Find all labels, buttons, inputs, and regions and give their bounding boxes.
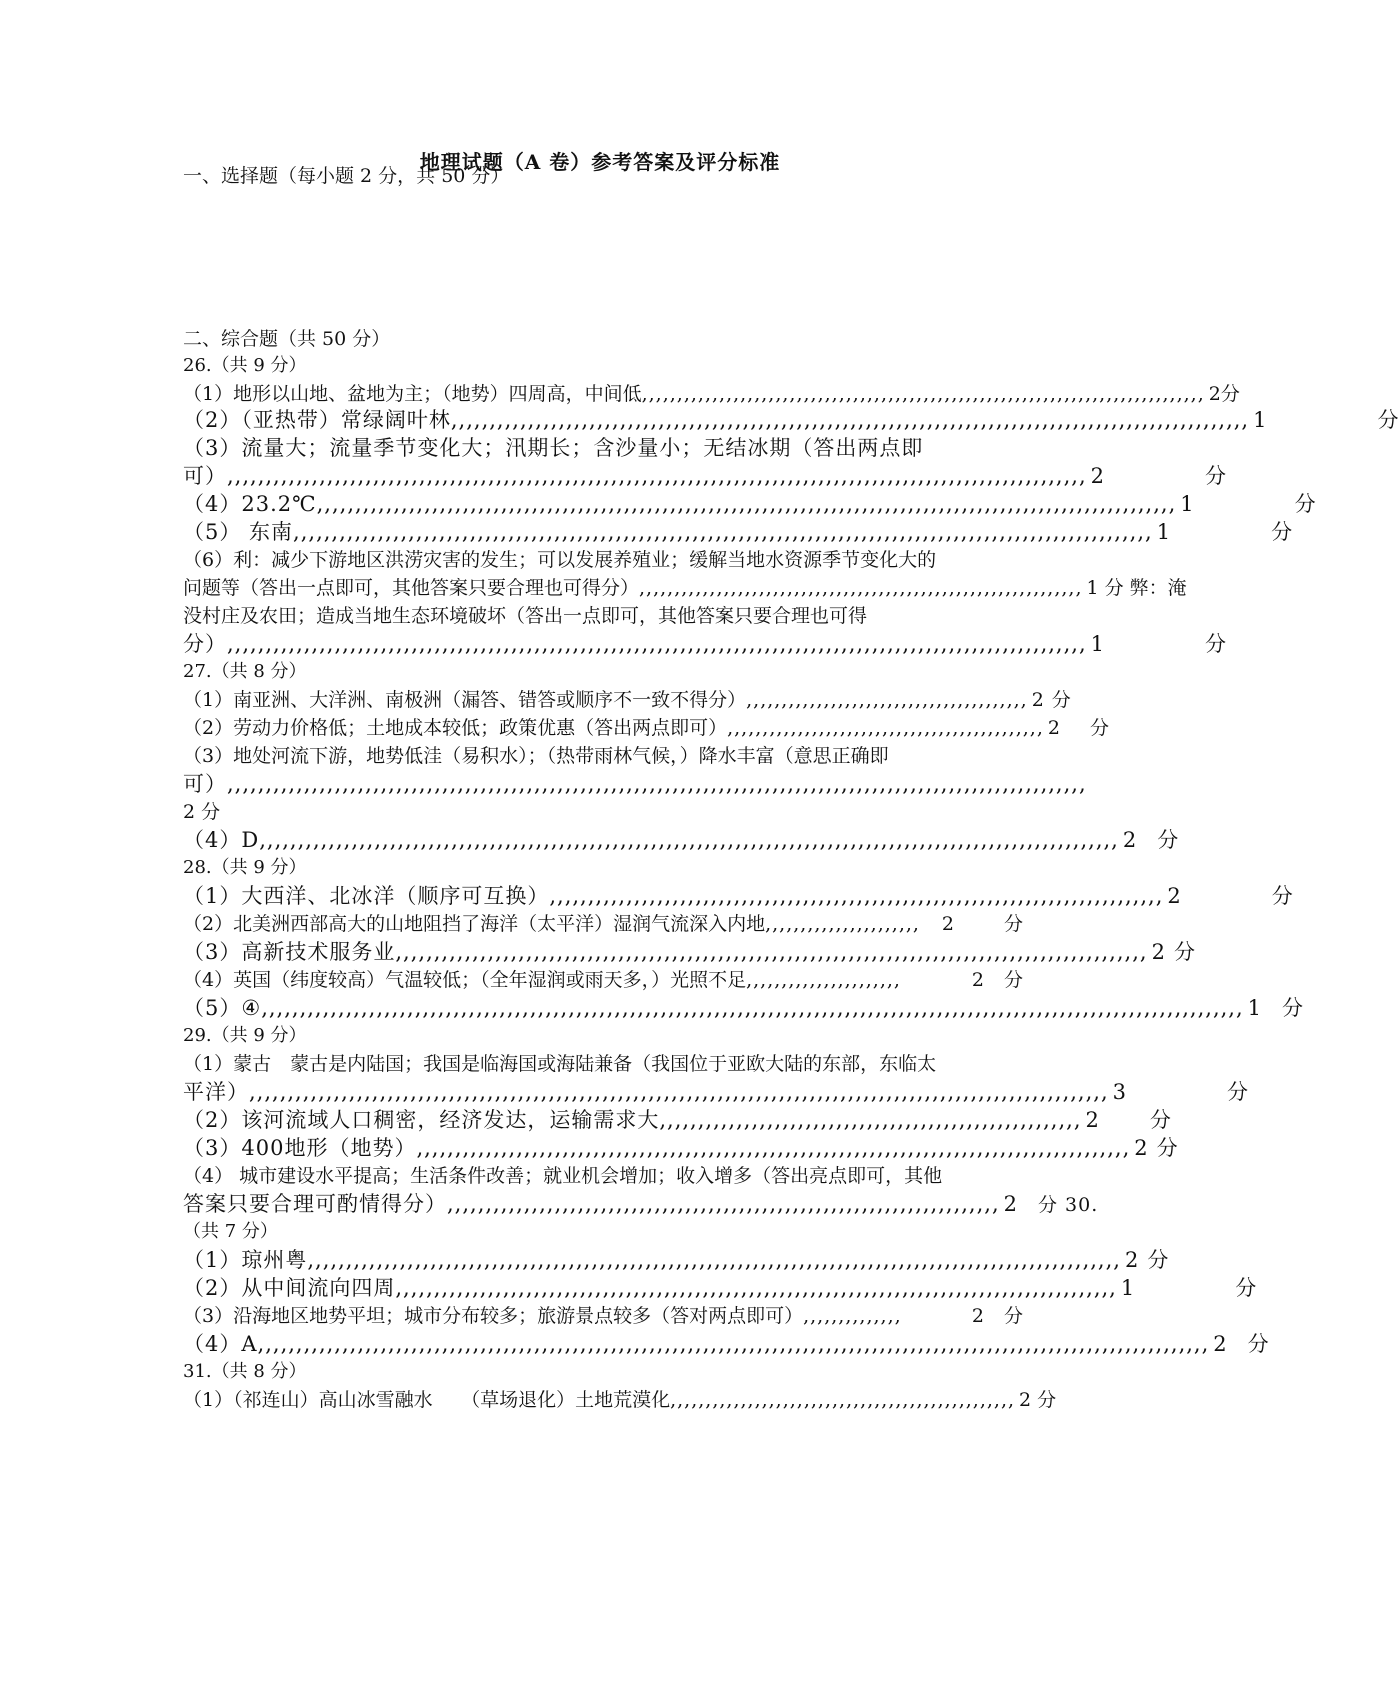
score: 1: [1120, 1276, 1136, 1300]
score: 2: [1213, 1332, 1228, 1356]
score: 2: [1167, 884, 1182, 908]
q26-answer-4: （4）23.2℃ ,,,,,,,,,,,,,,,,,,,,,,,,,,,,,,,,,,,,,,,,,,,,,,,,,,,,,,,,,,,,,,,,,,,,,,,,,,,,,,,,,,,,,,,,,,,,,,,,,,,,,,,,,,,,,,,, 1 分: [183, 492, 1317, 516]
score: 2: [1031, 689, 1044, 711]
q28-answer-2: （2）北美洲西部高大的山地阻挡了海洋（太平洋）湿润气流深入内地 ,,,,,,,,,,,,,,,,,,,,,, 2 分: [183, 910, 1023, 940]
score: 1: [1180, 492, 1195, 516]
score: 1: [1156, 520, 1172, 544]
q30-heading: （共 7 分）: [183, 1221, 278, 1242]
q26-answer-3-line2: 可） ,,,,,,,,,,,,,,,,,,,,,,,,,,,,,,,,,,,,,,,,,,,,,,,,,,,,,,,,,,,,,,,,,,,,,,,,,,,,,,,,,,,,,,,,,,,,,,,,,,,,,,,,,,,,,,,, 2 分: [183, 464, 1228, 488]
document-title: 地理试题（A 卷）参考答案及评分标准: [419, 150, 781, 174]
score: 2: [1085, 1108, 1100, 1132]
q31-heading: 31.（共 8 分）: [183, 1361, 307, 1382]
score: 2: [1124, 1248, 1140, 1272]
q26-answer-2: （2）（亚热带）常绿阔叶林 ,,,,,,,,,,,,,,,,,,,,,,,,,,,,,,,,,,,,,,,,,,,,,,,,,,,,,,,,,,,,,,,,,,,,,,,,,,,,,,,,,,,,,,,,,,,,,,,,,,,,,,,, 1 分: [183, 408, 1399, 432]
score: 1: [1090, 632, 1106, 656]
q30-answer-4: （4） A ,,,,,,,,,,,,,,,,,,,,,,,,,,,,,,,,,,,,,,,,,,,,,,,,,,,,,,,,,,,,,,,,,,,,,,,,,,,,,,,,,,,,,,,,,,,,,,,,,,,,,,,,,,,,,,,,,,,,,,,,,,,, 2 分: [183, 1332, 1270, 1356]
score: 1: [1247, 996, 1263, 1020]
q27-answer-3-line1: （3）地处河流下游，地势低洼（易积水）；（热带雨林气候，）降水丰富（意思正确即: [183, 745, 889, 767]
q30-answer-3: （3）沿海地区地势平坦；城市分布较多；旅游景点较多（答对两点即可） ,,,,,,,,,,,,,, 2 分: [183, 1302, 1023, 1332]
q27-answer-3-score: 2 分: [183, 801, 221, 823]
q29-answer-4-line1: （4） 城市建设水平提高；生活条件改善；就业机会增加；收入增多（答出亮点即可，其他: [183, 1165, 943, 1187]
score: 2: [941, 913, 954, 935]
score: 2: [1122, 828, 1138, 852]
score: 2: [1003, 1192, 1018, 1216]
score: 2: [1134, 1136, 1149, 1160]
q29-answer-3: （3）400 地形（地势） ,,,,,,,,,,,,,,,,,,,,,,,,,,,,,,,,,,,,,,,,,,,,,,,,,,,,,,,,,,,,,,,,,,,,,,,,,,,,,,,,,,,,,,,,,,,,, 2 分: [183, 1136, 1179, 1160]
q28-answer-3: （3）高新技术 服务业 ,,,,,,,,,,,,,,,,,,,,,,,,,,,,,,,,,,,,,,,,,,,,,,,,,,,,,,,,,,,,,,,,,,,,,,,,,,,,,,,,,,,,,,,,,,,,,,,,,, 2 分: [183, 940, 1196, 964]
q26-heading: 26.（共 9 分）: [183, 355, 307, 376]
q28-answer-4: （4）英国（纬度较高）气温较低；（全年湿润或雨天多，）光照不足 ,,,,,,,,,,,,,,,,,,,,,, 2 分: [183, 966, 1023, 996]
q27-answer-3-line2: 可） ,,,,,,,,,,,,,,,,,,,,,,,,,,,,,,,,,,,,,,,,,,,,,,,,,,,,,,,,,,,,,,,,,,,,,,,,,,,,,,,,,,,,,,,,,,,,,,,,,,,,,,,,,,,,,,,,: [183, 772, 1087, 796]
q27-answer-2: （2）劳动力价格低；土地成本较低；政策优惠（答出两点即可） ,,,,,,,,,,,,,,,,,,,,,,,,,,,,,,,,,,,,,,,,,,,,, 2 分: [183, 714, 1023, 744]
score: 2: [1208, 383, 1221, 405]
q26-answer-5: （5） 东南 ,,,,,,,,,,,,,,,,,,,,,,,,,,,,,,,,,,,,,,,,,,,,,,,,,,,,,,,,,,,,,,,,,,,,,,,,,,,,,,,,,,,,,,,,,,,,,,,,,,,,,,,,,,,,,,,, 1 分: [183, 520, 1294, 544]
q26-answer-1: （1）地形以山地、盆地为主；（地势）四周高，中间低 ,,,,,,,,,,,,,,,,,,,,,,,,,,,,,,,,,,,,,,,,,,,,,,,,,,,,,,,,,,,,,,,,,,,,,,,,,,,,,,,, 2 分: [183, 380, 1023, 410]
q29-answer-4-line2: 答案只要合理可酌情得分） ,,,,,,,,,,,,,,,,,,,,,,,,,,,,,,,,,,,,,,,,,,,,,,,,,,,,,,,,,,,,,,,,,,,,,,,, 2 分 30.: [183, 1192, 1099, 1216]
q28-answer-1: （1）大西洋、北冰洋（顺序可互换） ,,,,,,,,,,,,,,,,,,,,,,,,,,,,,,,,,,,,,,,,,,,,,,,,,,,,,,,,,,,,,,,,,,,,,,,,,,,,,,,, 2 分: [183, 884, 1294, 908]
score: 2: [1151, 940, 1166, 964]
q28-answer-5: （5） ④ ,,,,,,,,,,,,,,,,,,,,,,,,,,,,,,,,,,,,,,,,,,,,,,,,,,,,,,,,,,,,,,,,,,,,,,,,,,,,,,,,,,,,,,,,,,,,,,,,,,,,,,,,,,,,,,,,,,,,,,,,,,,,,,,, 1 分: [183, 996, 1305, 1020]
score: 2: [971, 969, 984, 991]
q29-answer-2: （2）该河流域人口稠密，经济发达，运输需求大 ,,,,,,,,,,,,,,,,,,,,,,,,,,,,,,,,,,,,,,,,,,,,,,,,,,,,,,, 2 分: [183, 1108, 1172, 1132]
score: 2: [971, 1305, 984, 1327]
score: 2: [1047, 717, 1060, 739]
q30-answer-1: （1）琼州 粤 ,,,,,,,,,,,,,,,,,,,,,,,,,,,,,,,,,,,,,,,,,,,,,,,,,,,,,,,,,,,,,,,,,,,,,,,,,,,,,,,,,,,,,,,,,,,,,,,,,,,,,,,,,, 2 分: [183, 1248, 1170, 1272]
q31-answer-1: （1）（祁连山）高山冰雪融水 （草场退化）土地荒漠化 ,,,,,,,,,,,,,,,,,,,,,,,,,,,,,,,,,,,,,,,,,,,,,,,,, 2 分: [183, 1386, 1023, 1416]
q29-answer-1-line1: （1）蒙古 蒙古是内陆国；我国是临海国或海陆兼备（我国位于亚欧大陆的东部，东临太: [183, 1053, 937, 1075]
q26-answer-6-line1: （6）利：减少下游地区洪涝灾害的发生；可以发展养殖业；缓解当地水资源季节变化大的: [183, 549, 937, 571]
q27-heading: 27.（共 8 分）: [183, 661, 307, 682]
q26-answer-6-line2: 问题等（答出一点即可，其他答案只要合理也可得分） ,,,,,,,,,,,,,,,,,,,,,,,,,,,,,,,,,,,,,,,,,,,,,,,,,,,,,,,,,,,,,,, 1 分 弊：淹: [183, 577, 1187, 599]
q26-answer-3-line1: （3）流量大；流量季节变化大；汛期长；含沙量小；无结冰期（答出两点即: [183, 436, 924, 460]
score: 2: [1019, 1389, 1032, 1411]
q29-heading: 29.（共 9 分）: [183, 1025, 307, 1046]
q29-answer-1-line2: 平洋） ,,,,,,,,,,,,,,,,,,,,,,,,,,,,,,,,,,,,,,,,,,,,,,,,,,,,,,,,,,,,,,,,,,,,,,,,,,,,,,,,,,,,,,,,,,,,,,,,,,,,,,,,,,,,,,,, 3 分: [183, 1080, 1250, 1104]
q26-answer-6-line4: 分） ,,,,,,,,,,,,,,,,,,,,,,,,,,,,,,,,,,,,,,,,,,,,,,,,,,,,,,,,,,,,,,,,,,,,,,,,,,,,,,,,,,,,,,,,,,,,,,,,,,,,,,,,,,,,,,,, 1 分: [183, 632, 1228, 656]
score: 2: [1090, 464, 1106, 488]
q27-answer-4: （4） D ,,,,,,,,,,,,,,,,,,,,,,,,,,,,,,,,,,,,,,,,,,,,,,,,,,,,,,,,,,,,,,,,,,,,,,,,,,,,,,,,,,,,,,,,,,,,,,,,,,,,,,,,,,,,,,,, 2 分: [183, 828, 1180, 852]
q27-answer-1: （1）南 亚洲、大洋洲、南极洲（漏答、错答或顺序不一致不得分） ,,,,,,,,,,,,,,,,,,,,,,,,,,,,,,,,,,,,,,,, 2 分: [183, 686, 1023, 716]
q30-answer-2: （2）从中间流向四周 ,,,,,,,,,,,,,,,,,,,,,,,,,,,,,,,,,,,,,,,,,,,,,,,,,,,,,,,,,,,,,,,,,,,,,,,,,,,,,,,,,,,,,,,,,,,,,, 1 分: [183, 1276, 1258, 1300]
q28-heading: 28.（共 9 分）: [183, 857, 307, 878]
section-choice-heading: 一、选择题（每小题 2 分，共 50 分）: [183, 165, 510, 187]
q26-answer-6-line3: 没村庄及农田；造成当地生态环境破坏（答出一点即可，其他答案只要合理也可得: [183, 605, 868, 627]
section-comprehensive-heading: 二、综合题（共 50 分）: [183, 328, 391, 350]
score: 1: [1253, 408, 1268, 432]
score: 3: [1112, 1080, 1128, 1104]
